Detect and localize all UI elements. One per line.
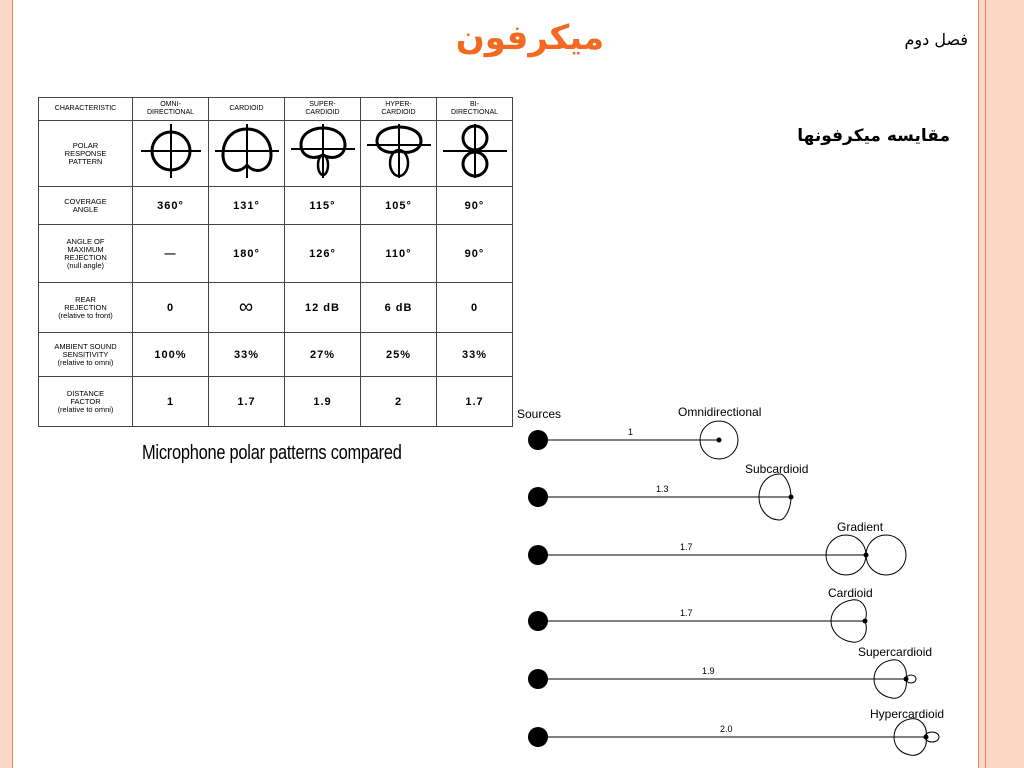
- table-caption: Microphone polar patterns compared: [142, 442, 402, 464]
- pattern-name-label: Hypercardioid: [870, 707, 945, 721]
- table-row: [39, 377, 513, 427]
- table-cell: 126°: [285, 225, 361, 283]
- table-cell: 105°: [361, 187, 437, 225]
- supercardioid-pattern-icon: [285, 121, 361, 187]
- sources-label: Sources: [517, 407, 562, 421]
- table-header: OMNI- DIRECTIONAL: [133, 98, 209, 121]
- distance-factor-label: 1.3: [656, 484, 669, 494]
- slide-border-line-2: [985, 0, 986, 768]
- table-header: CARDIOID: [209, 98, 285, 121]
- pattern-name-label: Cardioid: [828, 586, 873, 600]
- table-cell: 2: [361, 377, 437, 427]
- slide-border-line-1: [978, 0, 979, 768]
- table-cell: 1.7: [437, 377, 513, 427]
- table-cell: 0: [133, 283, 209, 333]
- table-cell: 100%: [133, 333, 209, 377]
- pattern-name-label: Subcardioid: [745, 462, 809, 476]
- table-header-row: [39, 98, 513, 121]
- slide-border-left: [0, 0, 12, 768]
- row-label: AMBIENT SOUND SENSITIVITY (relative to omni): [39, 333, 133, 377]
- table-cell: 6 dB: [361, 283, 437, 333]
- table-row: [39, 187, 513, 225]
- slide-subtitle: مقایسه میکرفونها: [797, 126, 950, 146]
- distance-factor-label: 1.7: [680, 542, 693, 552]
- slide-border-left-line: [12, 0, 13, 768]
- distance-row-omnidirectional: [528, 405, 761, 459]
- table-cell: 33%: [437, 333, 513, 377]
- table-cell: ∞: [209, 283, 285, 333]
- slide-title: میکرفون: [455, 18, 605, 58]
- distance-factor-label: 1: [628, 427, 634, 437]
- polar-pattern-table: [38, 97, 513, 427]
- mic-point-icon: [863, 619, 868, 624]
- table-cell: 1.7: [209, 377, 285, 427]
- table-cell: 1.9: [285, 377, 361, 427]
- cardioid-pattern-icon: [209, 121, 285, 187]
- table-row: [39, 225, 513, 283]
- row-label: COVERAGE ANGLE: [39, 187, 133, 225]
- row-label: REAR REJECTION (relative to front): [39, 283, 133, 333]
- table-cell: 25%: [361, 333, 437, 377]
- row-label: ANGLE OF MAXIMUM REJECTION (null angle): [39, 225, 133, 283]
- table-header: SUPER- CARDIOID: [285, 98, 361, 121]
- gradient-lobe-right-icon: [866, 535, 906, 575]
- bidirectional-pattern-icon: [437, 121, 513, 187]
- table-cell: —: [133, 225, 209, 283]
- row-label: DISTANCE FACTOR (relative to omni): [39, 377, 133, 427]
- table-row: [39, 333, 513, 377]
- distance-row-cardioid: [528, 586, 873, 642]
- table-cell: 12 dB: [285, 283, 361, 333]
- distance-row-gradient: [528, 520, 906, 575]
- chapter-label: فصل دوم: [904, 30, 968, 49]
- distance-factor-label: 1.7: [680, 608, 693, 618]
- mic-point-icon: [717, 438, 722, 443]
- table-row: [39, 283, 513, 333]
- hypercardioid-pattern-icon: [361, 121, 437, 187]
- polar-pattern-row: [39, 121, 513, 187]
- table-cell: 27%: [285, 333, 361, 377]
- distance-row-supercardioid: [528, 645, 932, 698]
- table-cell: 180°: [209, 225, 285, 283]
- table-cell: 115°: [285, 187, 361, 225]
- table-cell: 90°: [437, 225, 513, 283]
- table-header: CHARACTERISTIC: [39, 98, 133, 121]
- table-cell: 0: [437, 283, 513, 333]
- table-cell: 33%: [209, 333, 285, 377]
- omni-pattern-icon: [133, 121, 209, 187]
- mic-point-icon: [924, 735, 929, 740]
- table-cell: 110°: [361, 225, 437, 283]
- pattern-name-label: Omnidirectional: [678, 405, 762, 419]
- distance-factor-diagram: [508, 400, 968, 760]
- pattern-name-label: Supercardioid: [858, 645, 933, 659]
- table-header: HYPER- CARDIOID: [361, 98, 437, 121]
- table-cell: 1: [133, 377, 209, 427]
- table-cell: 360°: [133, 187, 209, 225]
- table-header: BI- DIRECTIONAL: [437, 98, 513, 121]
- distance-factor-label: 1.9: [702, 666, 715, 676]
- distance-row-subcardioid: [528, 462, 808, 520]
- mic-point-icon: [864, 553, 869, 558]
- distance-row-hypercardioid: [528, 707, 944, 755]
- table-cell: 90°: [437, 187, 513, 225]
- pattern-name-label: Gradient: [837, 520, 884, 534]
- distance-factor-label: 2.0: [720, 724, 733, 734]
- table-cell: 131°: [209, 187, 285, 225]
- mic-point-icon: [789, 495, 794, 500]
- row-label: POLAR RESPONSE PATTERN: [39, 121, 133, 187]
- mic-point-icon: [904, 677, 909, 682]
